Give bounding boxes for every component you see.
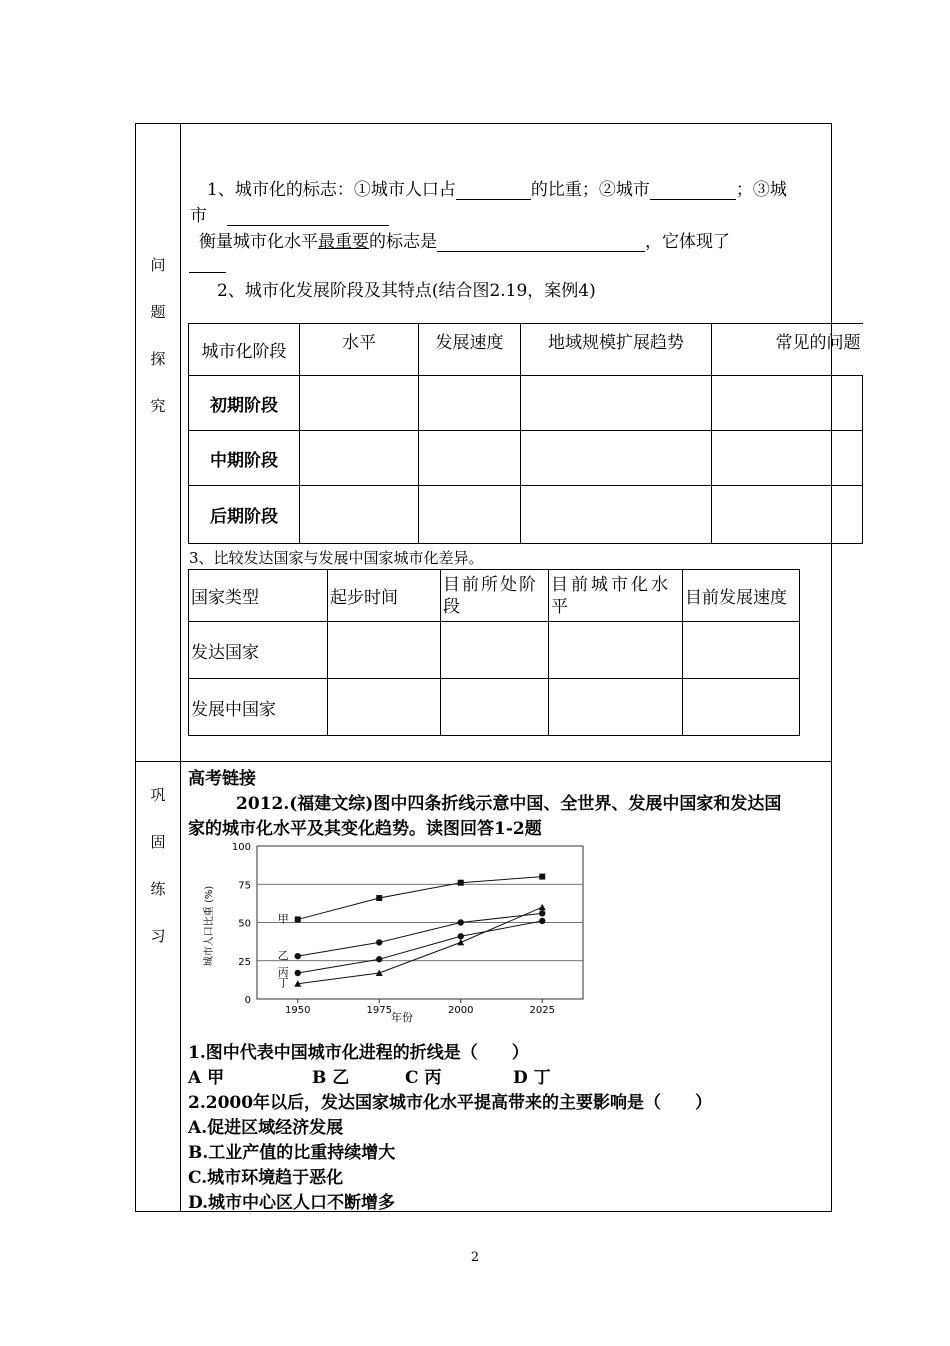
table-row-label: 初期阶段 [189, 376, 300, 431]
urbanization-stages-table [188, 323, 863, 544]
table-header: 常见的问题 [712, 324, 863, 376]
table-header: 起步时间 [328, 570, 441, 622]
table-cell[interactable] [300, 376, 419, 431]
fill-blank[interactable] [437, 235, 645, 252]
table-header: 地域规模扩展趋势 [521, 324, 712, 376]
table-header: 发展速度 [419, 324, 521, 376]
table-header: 目前城市化水平 [549, 570, 683, 622]
fill-blank[interactable] [227, 209, 389, 226]
page-number: 2 [470, 1250, 480, 1265]
question-line-4 [189, 253, 226, 273]
series-line-3 [298, 921, 543, 973]
table-cell[interactable] [300, 431, 419, 486]
series-label: 甲 [277, 912, 289, 926]
y-tick-label: 25 [238, 956, 251, 968]
urbanization-line-chart [190, 838, 600, 1028]
question-line-3: 衡量城市化水平最重要的标志是 ，它体现了 [199, 232, 730, 252]
option-a[interactable]: A.促进区域经济发展 [188, 1118, 344, 1138]
table-cell[interactable] [521, 486, 712, 544]
x-tick-label: 2025 [529, 1005, 555, 1016]
table-cell[interactable] [441, 622, 549, 679]
series-label: 乙 [277, 949, 289, 963]
table-cell[interactable] [683, 622, 800, 679]
option-b[interactable]: B.工业产值的比重持续增大 [188, 1143, 396, 1163]
column-divider [180, 124, 181, 1211]
table-header: 城市化阶段 [189, 324, 300, 376]
data-point [376, 939, 382, 945]
option-d[interactable]: D.城市中心区人口不断增多 [188, 1193, 396, 1213]
fill-blank[interactable] [456, 183, 531, 200]
data-point [376, 956, 382, 962]
table-cell[interactable] [419, 431, 521, 486]
data-point [376, 969, 383, 976]
data-point [539, 874, 545, 880]
table-cell[interactable] [549, 679, 683, 736]
question-1: 1.图中代表中国城市化进程的折线是（ ） [188, 1043, 529, 1063]
table-header: 目前发展速度 [683, 570, 800, 622]
table-cell[interactable] [328, 622, 441, 679]
series-line-4 [298, 907, 543, 984]
data-point [295, 970, 301, 976]
fill-blank[interactable] [189, 256, 226, 273]
question-line-2: 市 [190, 201, 389, 226]
y-tick-label: 0 [244, 995, 251, 1006]
section-label-practice: 巩 固 练 习 [150, 786, 166, 945]
table-cell[interactable] [328, 679, 441, 736]
series-line-2 [298, 913, 543, 956]
data-point [295, 953, 301, 959]
row-divider [136, 761, 831, 762]
table-cell[interactable] [549, 622, 683, 679]
table-row-label: 中期阶段 [189, 431, 300, 486]
option-b[interactable]: B 乙 [312, 1068, 350, 1088]
table-header: 国家类型 [189, 570, 328, 622]
country-comparison-table [188, 569, 800, 736]
option-a[interactable]: A 甲 [188, 1068, 225, 1088]
data-point [295, 916, 301, 922]
table-cell[interactable] [419, 376, 521, 431]
question-2: 2.2000年以后，发达国家城市化水平提高带来的主要影响是（ ） [188, 1093, 713, 1113]
data-point [458, 933, 464, 939]
table-row-label: 后期阶段 [189, 486, 300, 544]
table-row-label: 发达国家 [189, 622, 328, 679]
y-tick-label: 75 [238, 880, 251, 892]
intro-line-2: 家的城市化水平及其变化趋势。读图回答1-2题 [188, 819, 542, 839]
section-heading: 高考链接 [188, 769, 256, 789]
data-point [539, 910, 545, 916]
table-cell[interactable] [712, 376, 863, 431]
series-label: 丙 [277, 965, 289, 979]
table-cell[interactable] [300, 486, 419, 544]
table-cell[interactable] [521, 431, 712, 486]
table-cell[interactable] [419, 486, 521, 544]
question-line-1: 1、城市化的标志：①城市人口占 的比重；②城市 ；③城 [207, 180, 787, 200]
table-header: 水平 [300, 324, 419, 376]
question-line-5: 2、城市化发展阶段及其特点(结合图2.19，案例4) [217, 281, 596, 301]
x-tick-label: 2000 [448, 1005, 474, 1016]
y-axis-label: 城市人口比重 (%) [204, 885, 215, 967]
option-c[interactable]: C 丙 [405, 1068, 442, 1088]
data-point [457, 939, 464, 946]
x-tick-label: 1975 [366, 1005, 392, 1016]
option-d[interactable]: D 丁 [513, 1068, 551, 1088]
fill-blank[interactable] [650, 183, 736, 200]
data-point [458, 880, 464, 886]
table-cell[interactable] [712, 431, 863, 486]
data-point [539, 904, 546, 911]
x-tick-label: 1950 [285, 1005, 311, 1016]
x-axis-label: 年份 [391, 1011, 413, 1024]
question-line-6: 3、比较发达国家与发展中国家城市化差异。 [189, 549, 484, 567]
table-cell[interactable] [441, 679, 549, 736]
section-label-inquiry: 问 题 探 究 [150, 256, 166, 415]
y-tick-label: 50 [238, 918, 251, 930]
y-tick-label: 100 [231, 842, 251, 853]
table-row-label: 发展中国家 [189, 679, 328, 736]
option-c[interactable]: C.城市环境趋于恶化 [188, 1168, 344, 1188]
series-label: 丁 [277, 976, 289, 990]
table-header: 目前所处阶段 [441, 570, 549, 622]
table-cell[interactable] [712, 486, 863, 544]
intro-line-1: 2012.(福建文综)图中四条折线示意中国、全世界、发展中国家和发达国 [236, 794, 782, 814]
data-point [539, 918, 545, 924]
data-point [458, 919, 464, 925]
table-cell[interactable] [521, 376, 712, 431]
data-point [376, 895, 382, 901]
chart-ticks [232, 842, 555, 1016]
series-line-1 [298, 877, 543, 920]
table-cell[interactable] [683, 679, 800, 736]
chart-series [278, 874, 546, 990]
